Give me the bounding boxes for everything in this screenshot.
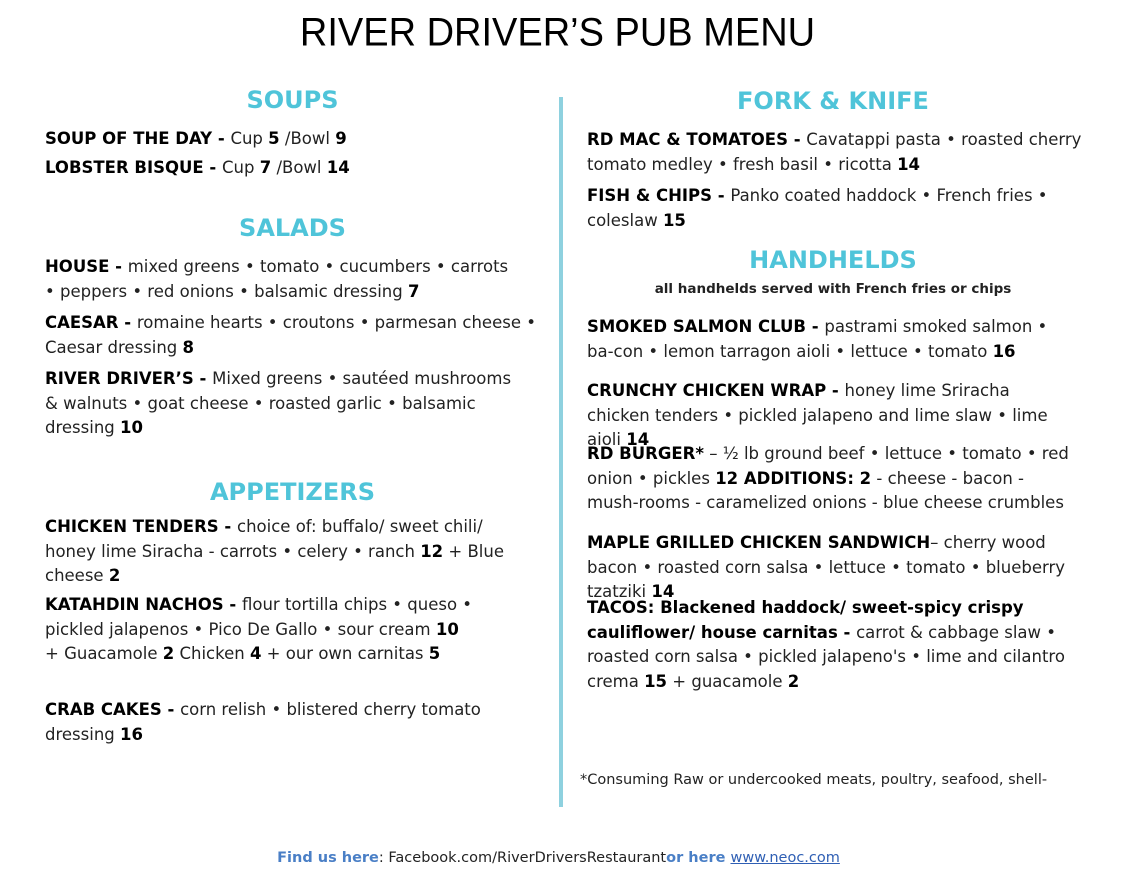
soups-heading: SOUPS [246, 86, 339, 114]
handhelds-heading: HANDHELDS [749, 246, 917, 274]
menu-item-tacos: TACOS: Blackened haddock/ sweet-spicy crispy cauliflower/ house carnitas - carrot & cabbage slaw • roasted corn salsa • pickled jalapeno's • lime and cilantro crema 15 + guacamole 2 [587, 598, 1065, 691]
menu-item-soup-of-the-day: SOUP OF THE DAY - Cup 5 /Bowl 9 [45, 129, 347, 148]
facebook-text: Facebook.com/RiverDriversRestaurant [388, 850, 667, 866]
menu-item-river-drivers-salad: RIVER DRIVER’S - Mixed greens • sautéed mushrooms & walnuts • goat cheese • roasted garlic • balsamic dressing 10 [45, 369, 512, 437]
menu-item-chicken-tenders: CHICKEN TENDERS - choice of: buffalo/ sweet chili/ honey lime Siracha - carrots • celery • ranch 12 + Blue cheese 2 [45, 517, 504, 585]
column-divider [559, 97, 563, 807]
salads-heading: SALADS [239, 214, 346, 242]
find-us-label: Find us here [277, 850, 379, 866]
menu-item-crunchy-chicken-wrap: CRUNCHY CHICKEN WRAP - honey lime Sriracha chicken tenders • pickled jalapeno and lime slaw • lime aioli 14 [587, 381, 1048, 449]
menu-item-rd-mac-tomatoes: RD MAC & TOMATOES - Cavatappi pasta • roasted cherry tomato medley • fresh basil • ricotta 14 [587, 130, 1082, 174]
menu-item-smoked-salmon-club: SMOKED SALMON CLUB - pastrami smoked salmon • ba-con • lemon tarragon aioli • lettuce • tomato 16 [587, 317, 1048, 361]
menu-item-crab-cakes: CRAB CAKES - corn relish • blistered cherry tomato dressing 16 [45, 700, 481, 744]
menu-item-caesar-salad: CAESAR - romaine hearts • croutons • parmesan cheese • Caesar dressing 8 [45, 313, 536, 357]
consumer-advisory: *Consuming Raw or undercooked meats, poultry, seafood, shell- [580, 772, 1048, 788]
menu-item-lobster-bisque: LOBSTER BISQUE - Cup 7 /Bowl 14 [45, 158, 350, 177]
or-here-label: or here [666, 850, 731, 866]
menu-item-maple-grilled-chicken: MAPLE GRILLED CHICKEN SANDWICH– cherry wood bacon • roasted corn salsa • lettuce • tomato • blueberry tzatziki 14 [587, 533, 1066, 601]
handhelds-note: all handhelds served with French fries or chips [654, 281, 1012, 297]
menu-item-rd-burger: RD BURGER* – ½ lb ground beef • lettuce • tomato • red onion • pickles 12 ADDITIONS: 2 - cheese - bacon - mush-rooms - caramelized onions - blue cheese crumbles [587, 444, 1069, 512]
website-link[interactable]: www.neoc.com [730, 850, 840, 866]
menu-item-house-salad: HOUSE - mixed greens • tomato • cucumbers • carrots • peppers • red onions • balsamic dressing 7 [45, 257, 509, 301]
menu-title: RIVER DRIVER’S PUB MENU [299, 10, 816, 56]
fork-knife-heading: FORK & KNIFE [737, 87, 929, 115]
menu-item-katahdin-nachos: KATAHDIN NACHOS - flour tortilla chips • queso • pickled jalapenos • Pico De Gallo • sour cream 10 + Guacamole 2 Chicken 4 + our own carnitas 5 [45, 595, 473, 663]
footer: Find us here: Facebook.com/RiverDriversRestaurantor here www.neoc.com [277, 850, 840, 866]
menu-item-fish-chips: FISH & CHIPS - Panko coated haddock • French fries • coleslaw 15 [587, 186, 1048, 230]
appetizers-heading: APPETIZERS [209, 478, 375, 506]
